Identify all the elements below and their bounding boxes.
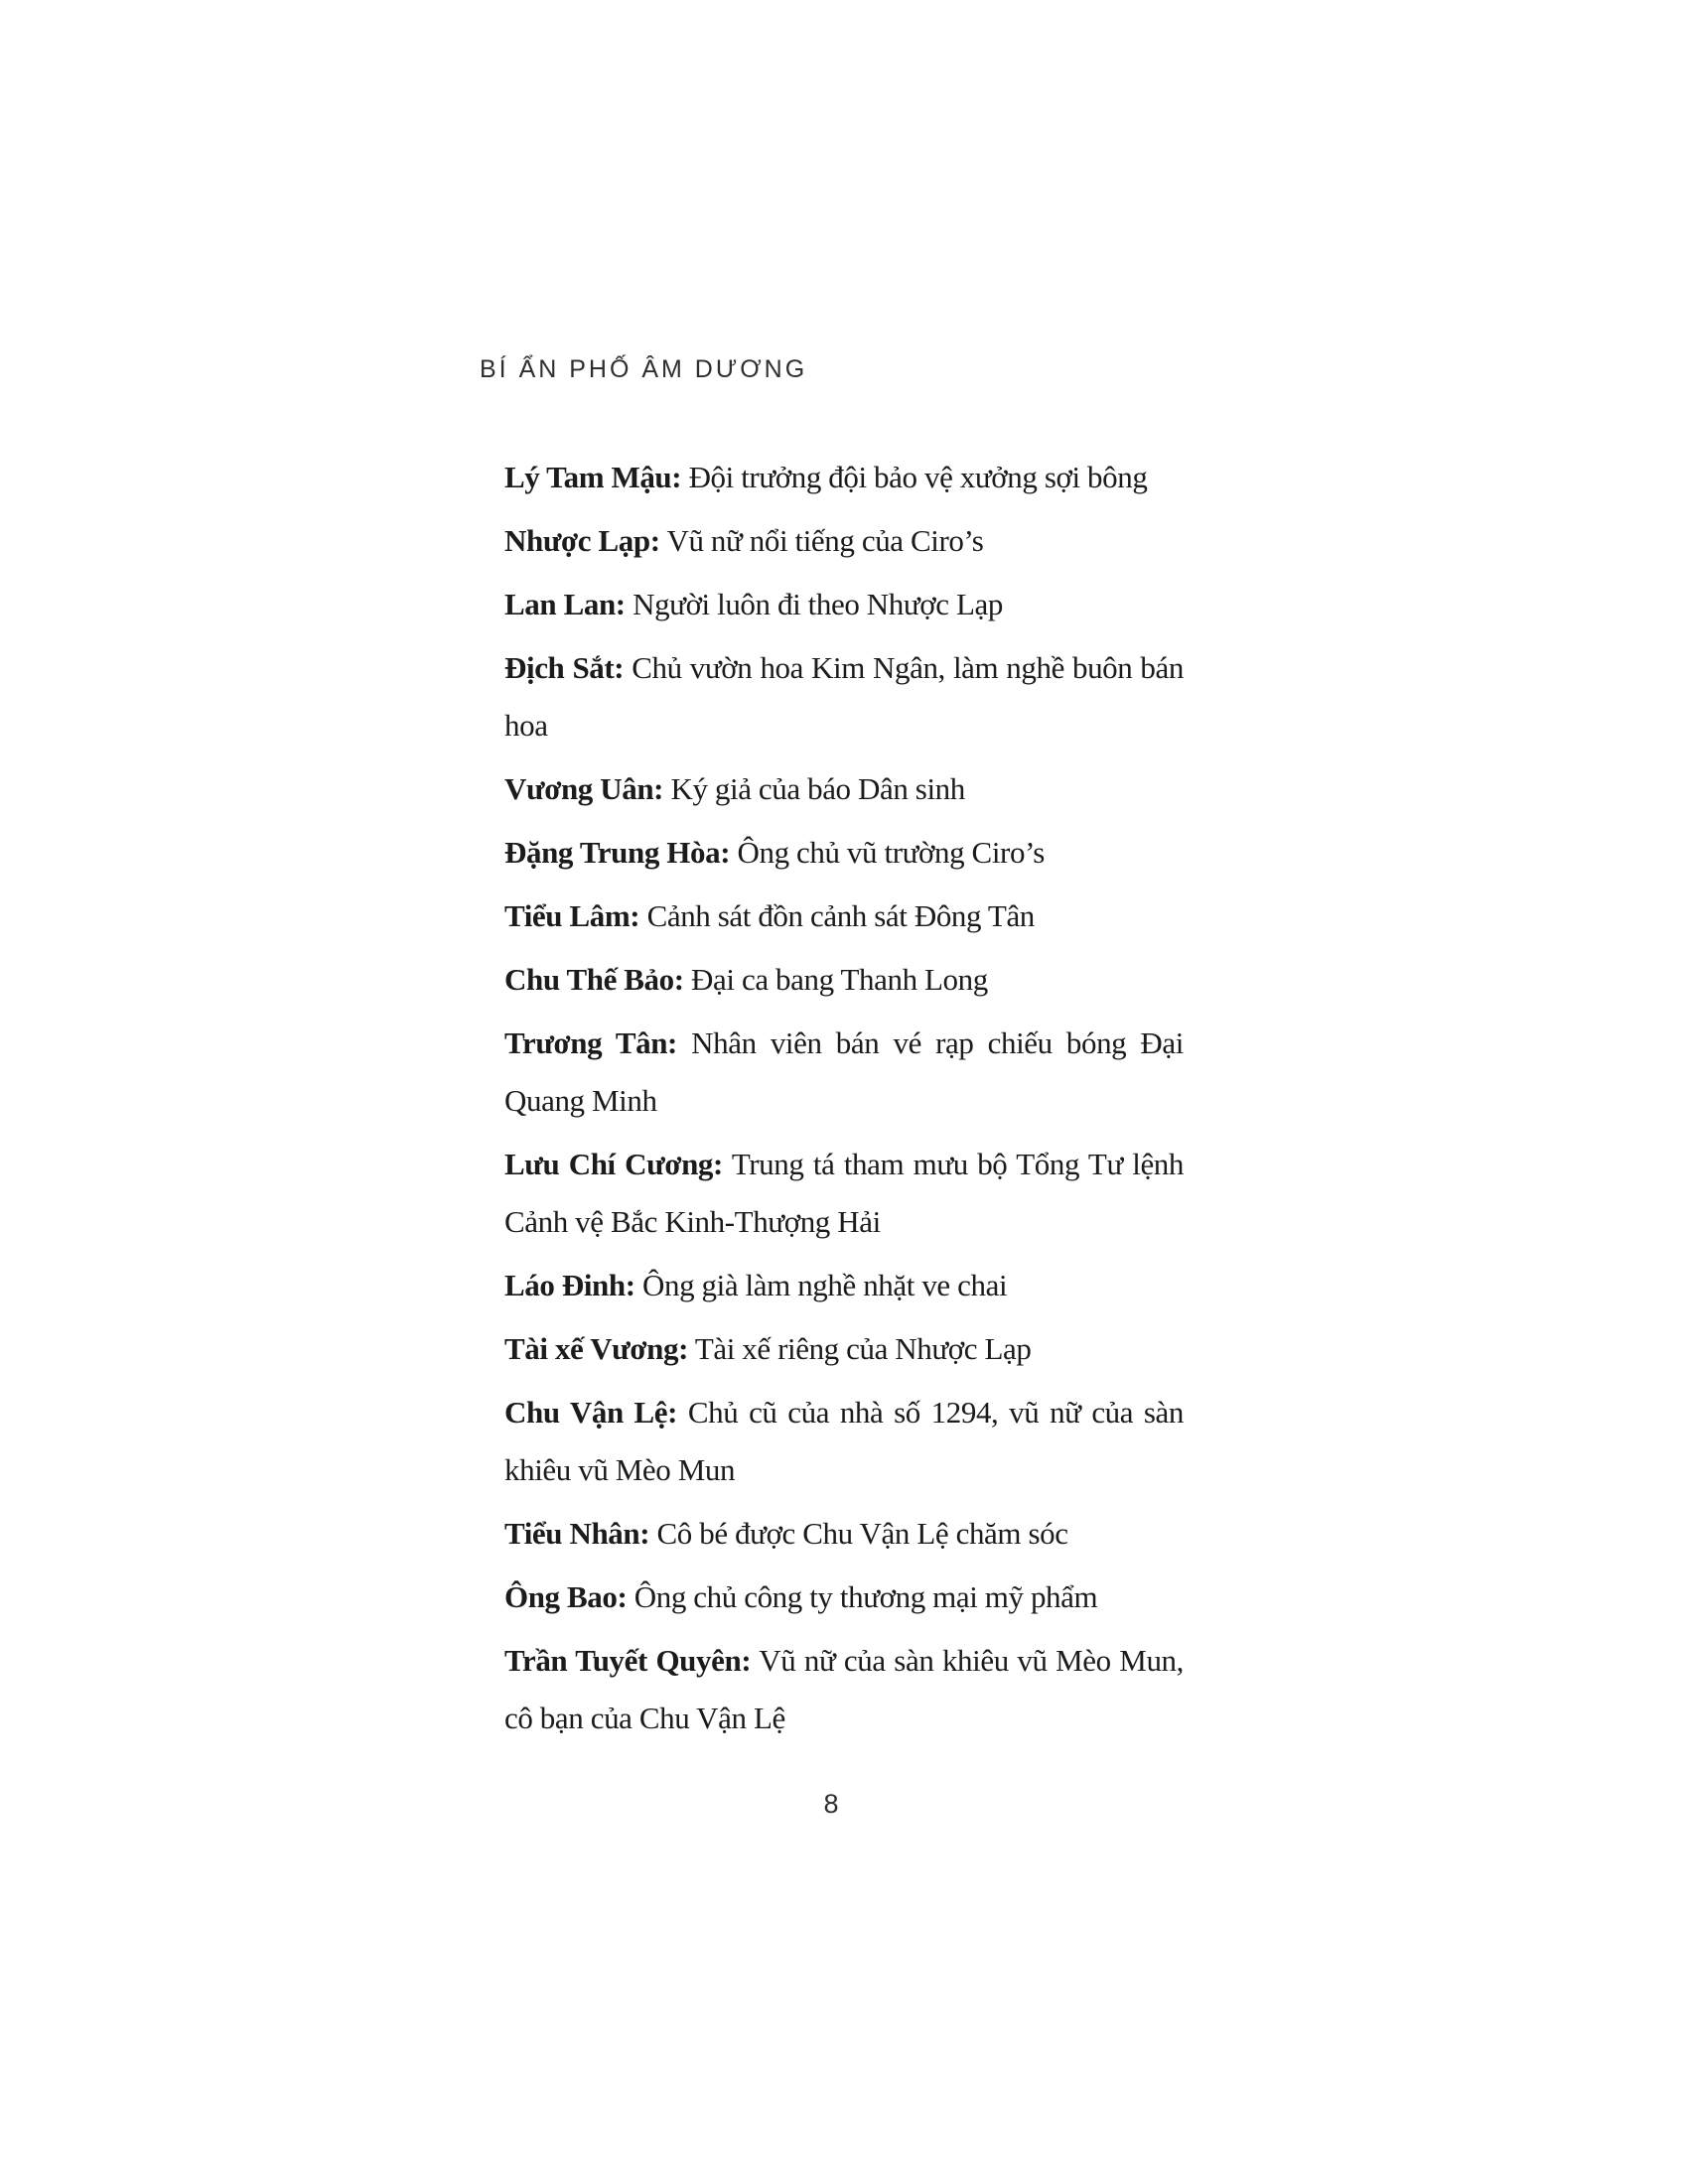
character-entry	[504, 887, 1184, 945]
character-entry	[504, 760, 1184, 818]
character-description: Đại ca bang Thanh Long	[691, 962, 988, 997]
character-entry	[504, 1320, 1184, 1378]
character-description: Người luôn đi theo Nhược Lạp	[633, 587, 1003, 621]
character-entry	[504, 1136, 1184, 1251]
character-name: Vương Uân:	[504, 771, 664, 806]
character-description: Tài xế riêng của Nhược Lạp	[694, 1331, 1032, 1366]
character-description: Trung tá tham mưu bộ Tổng Tư lệnh Cảnh vệ Bắc Kinh-Thượng Hải	[504, 1147, 1185, 1239]
character-entry	[504, 449, 1184, 506]
character-name: Lưu Chí Cương:	[504, 1147, 723, 1181]
character-entry	[504, 951, 1184, 1009]
character-description: Chủ vườn hoa Kim Ngân, làm nghề buôn bán hoa	[504, 650, 1184, 743]
character-name: Ông Bao:	[504, 1579, 628, 1614]
character-name: Lý Tam Mậu:	[504, 460, 682, 494]
character-name: Trương Tân:	[504, 1025, 677, 1060]
character-name: Chu Vận Lệ:	[504, 1395, 678, 1430]
character-name: Láo Đinh:	[504, 1268, 635, 1302]
character-entry	[504, 1505, 1184, 1563]
page-number: 8	[823, 1789, 839, 1819]
character-description: Chủ cũ của nhà số 1294, vũ nữ của sàn khiêu vũ Mèo Mun	[504, 1395, 1185, 1487]
character-name: Chu Thế Bảo:	[504, 962, 684, 997]
character-name: Tài xế Vương:	[504, 1331, 689, 1366]
character-name: Tiểu Lâm:	[504, 898, 640, 933]
character-description: Ông chủ công ty thương mại mỹ phẩm	[633, 1579, 1098, 1614]
character-entry	[504, 1384, 1184, 1499]
character-description: Ông chủ vũ trường Ciro’s	[737, 835, 1045, 870]
character-entry	[504, 1569, 1184, 1626]
character-entry	[504, 1015, 1184, 1130]
character-description: Nhân viên bán vé rạp chiếu bóng Đại Quang Minh	[504, 1025, 1184, 1118]
running-header: BÍ ẨN PHỐ ÂM DƯƠNG	[480, 355, 808, 383]
character-name: Tiểu Nhân:	[504, 1516, 650, 1551]
character-name: Đặng Trung Hòa:	[504, 835, 731, 870]
character-entry	[504, 1632, 1184, 1747]
character-description: Cảnh sát đồn cảnh sát Đông Tân	[646, 898, 1035, 933]
character-name: Trần Tuyết Quyên:	[504, 1643, 752, 1678]
character-description: Vũ nữ nổi tiếng của Ciro’s	[666, 523, 984, 558]
character-description: Ký giả của báo Dân sinh	[670, 771, 965, 806]
character-entry	[504, 1257, 1184, 1314]
character-entry	[504, 512, 1184, 570]
character-name: Nhược Lạp:	[504, 523, 660, 558]
character-name: Địch Sắt:	[504, 650, 625, 685]
character-description: Ông già làm nghề nhặt ve chai	[642, 1268, 1008, 1302]
character-name: Lan Lan:	[504, 587, 626, 621]
character-entry	[504, 824, 1184, 882]
character-entry	[504, 576, 1184, 633]
character-description: Cô bé được Chu Vận Lệ chăm sóc	[656, 1516, 1068, 1551]
character-description: Vũ nữ của sàn khiêu vũ Mèo Mun, cô bạn của Chu Vận Lệ	[504, 1643, 1185, 1735]
character-entry	[504, 639, 1184, 754]
character-description: Đội trưởng đội bảo vệ xưởng sợi bông	[688, 460, 1148, 494]
character-list	[504, 449, 1184, 1753]
